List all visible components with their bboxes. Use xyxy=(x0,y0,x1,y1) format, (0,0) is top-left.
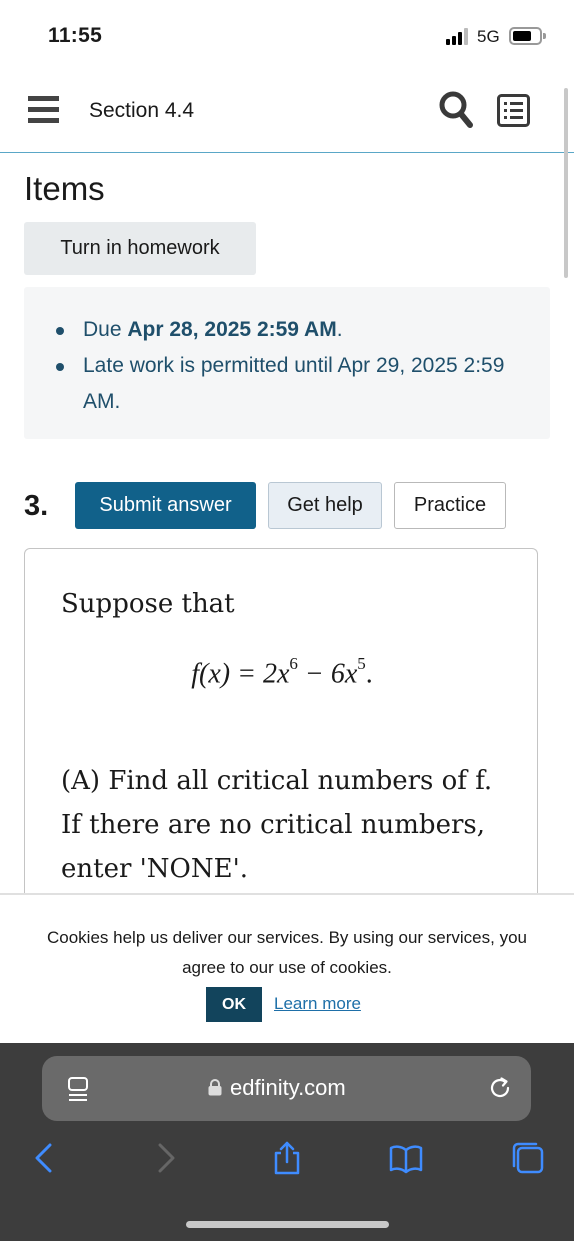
cookie-ok-button[interactable]: OK xyxy=(206,987,262,1022)
problem-intro: Suppose that xyxy=(61,589,235,619)
app-header xyxy=(0,70,574,153)
cookie-text: Cookies help us deliver our services. By using our services, you agree to our use of cookies. xyxy=(47,928,527,977)
problem-card xyxy=(24,548,538,893)
signal-strength-icon xyxy=(446,27,468,45)
page-menu-icon[interactable] xyxy=(67,1076,89,1102)
question-number: 3. xyxy=(24,490,49,522)
learn-more-link[interactable]: Learn more xyxy=(274,994,361,1013)
cookie-banner xyxy=(0,893,574,1043)
due-date-item xyxy=(54,312,524,348)
address-bar[interactable] xyxy=(42,1056,531,1121)
get-help-button[interactable]: Get help xyxy=(268,482,382,529)
due-date: Apr 28, 2025 2:59 AM xyxy=(127,318,337,341)
lock-icon xyxy=(208,1079,222,1096)
network-label: 5G xyxy=(477,27,500,46)
items-heading: Items xyxy=(24,170,105,207)
late-work-item: Late work is permitted until Apr 29, 2025 2:59 AM. xyxy=(54,348,524,420)
header-title: Section 4.4 xyxy=(89,99,195,122)
part-a-prompt: (A) Find all critical numbers of f. If there are no critical numbers, enter 'NONE'. xyxy=(61,766,493,884)
practice-button[interactable]: Practice xyxy=(394,482,506,529)
battery-icon xyxy=(509,27,542,45)
function-exponent-2: 5 xyxy=(357,654,366,673)
forward-arrow-icon[interactable] xyxy=(148,1141,182,1175)
status-time: 11:55 xyxy=(48,24,103,47)
due-prefix: Due xyxy=(83,318,128,341)
list-view-icon[interactable] xyxy=(497,94,530,127)
function-lhs: f(x) = 2x xyxy=(191,658,290,690)
reload-icon[interactable] xyxy=(487,1075,513,1101)
bookmarks-icon[interactable] xyxy=(389,1141,423,1175)
due-info-box xyxy=(24,287,550,439)
url-text: edfinity.com xyxy=(230,1075,346,1100)
search-icon[interactable] xyxy=(438,90,474,130)
tabs-icon[interactable] xyxy=(511,1141,545,1175)
home-indicator[interactable] xyxy=(186,1221,389,1228)
function-equation xyxy=(25,654,538,690)
due-suffix: . xyxy=(336,318,343,341)
function-end: . xyxy=(365,658,373,690)
function-exponent-1: 6 xyxy=(289,654,298,673)
hamburger-menu-icon[interactable] xyxy=(28,96,59,124)
function-mid: − 6x xyxy=(297,658,358,690)
share-icon[interactable] xyxy=(270,1141,304,1175)
submit-answer-button[interactable]: Submit answer xyxy=(75,482,256,529)
browser-toolbar xyxy=(0,1043,574,1241)
turn-in-homework-button[interactable]: Turn in homework xyxy=(24,222,256,275)
back-arrow-icon[interactable] xyxy=(28,1141,62,1175)
status-bar xyxy=(0,0,574,70)
page-scrollbar[interactable] xyxy=(564,88,568,278)
